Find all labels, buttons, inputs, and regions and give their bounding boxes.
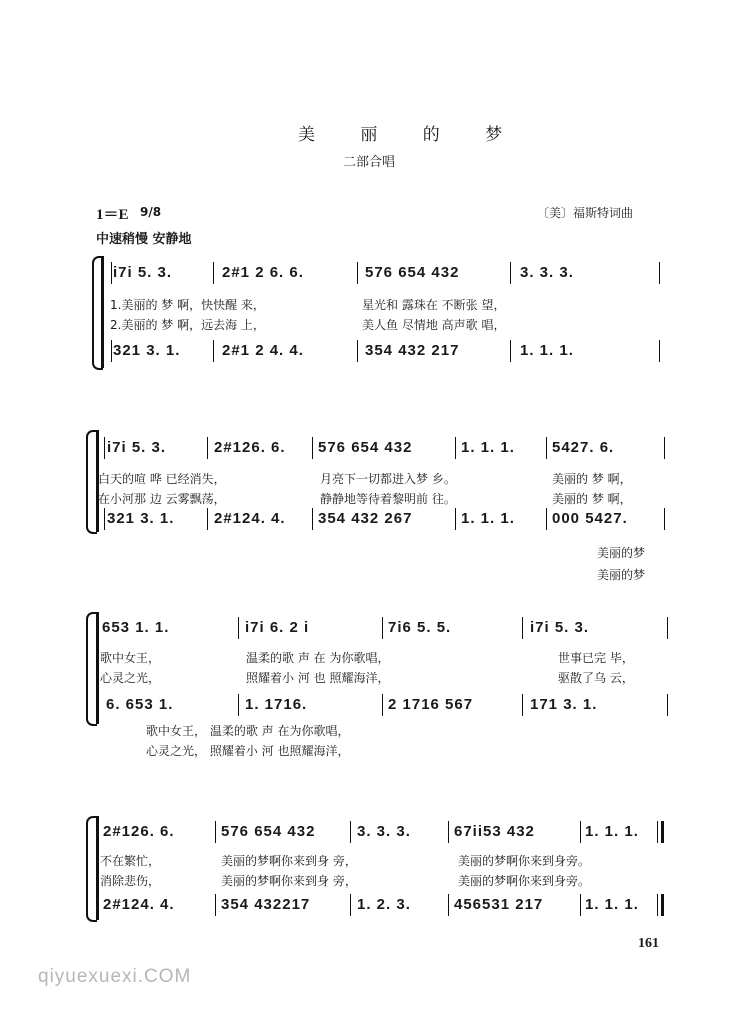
upper-measure: 576 654 432: [318, 439, 413, 456]
barline: [350, 821, 351, 843]
lyric-line: 消除悲伤，: [100, 874, 161, 888]
barline: [664, 437, 665, 459]
barline: [207, 437, 208, 459]
lower-measure: 2#124. 4.: [214, 510, 286, 527]
lower-measure: 354 432 217: [365, 342, 460, 359]
upper-measure: 1. 1. 1.: [585, 823, 639, 840]
barline: [350, 894, 351, 916]
upper-measure: i7i 5. 3.: [107, 439, 167, 456]
barline: [455, 508, 456, 530]
site-watermark: qiyuexuexi.COM: [38, 966, 192, 987]
barline: [213, 262, 214, 284]
barline: [215, 821, 216, 843]
lyric-line: 静静地等待着黎明前 往。: [320, 492, 456, 506]
barline: [455, 437, 456, 459]
barline: [659, 340, 660, 362]
upper-measure: 576 654 432: [365, 264, 460, 281]
upper-measure: i7i 5. 3.: [113, 264, 173, 281]
lyric-line: 美丽的梦啊你来到身旁。: [458, 874, 591, 888]
barline: [664, 508, 665, 530]
lyric-line: 白天的喧 哗 已经消失，: [98, 472, 226, 486]
upper-measure: 3. 3. 3.: [357, 823, 411, 840]
lower-measure: 171 3. 1.: [530, 696, 598, 713]
upper-measure: 2#1 2 6. 6.: [222, 264, 304, 281]
lower-measure: 456531 217: [454, 896, 544, 913]
song-title: 美 丽 的 梦: [298, 125, 523, 145]
upper-measure: 1. 1. 1.: [461, 439, 515, 456]
barline: [510, 262, 511, 284]
barline: [522, 694, 523, 716]
barline: [213, 340, 214, 362]
lyric-line: 美丽的梦啊你来到身旁。: [458, 854, 591, 868]
upper-measure: 5427. 6.: [552, 439, 615, 456]
lyric-line: 1.美丽的 梦 啊，快快醒 来，: [110, 298, 265, 312]
system-bracket-line: [96, 816, 99, 920]
final-barline-thin: [657, 821, 658, 843]
lyric-line: 美丽的梦: [597, 546, 646, 560]
lyric-line: 歌中女王，: [100, 651, 161, 665]
barline: [111, 262, 112, 284]
page-number: 161: [638, 936, 659, 951]
lower-measure: 321 3. 1.: [113, 342, 181, 359]
upper-measure: 653 1. 1.: [102, 619, 170, 636]
composer-credit: 〔美〕福斯特词曲: [537, 206, 634, 220]
barline: [238, 617, 239, 639]
key-signature: 1＝E: [96, 207, 129, 223]
final-barline-thick: [661, 821, 664, 843]
lower-measure: 2 1716 567: [388, 696, 474, 713]
lyric-line: 心灵之光， 照耀着小 河 也照耀海洋，: [146, 744, 350, 758]
system-bracket-line: [101, 256, 104, 368]
upper-measure: i7i 5. 3.: [530, 619, 590, 636]
lower-measure: 2#124. 4.: [103, 896, 175, 913]
barline: [238, 694, 239, 716]
barline: [522, 617, 523, 639]
barline: [667, 617, 668, 639]
lyric-line: 歌中女王， 温柔的歌 声 在为你歌唱，: [146, 724, 350, 738]
lyric-line: 美丽的梦啊你来到身 旁，: [221, 854, 357, 868]
barline: [448, 894, 449, 916]
barline: [357, 340, 358, 362]
lyric-line: 在小河那 边 云雾飘荡，: [98, 492, 226, 506]
lyric-line: 2.美丽的 梦 啊，远去海 上，: [110, 318, 265, 332]
lyric-line: 美丽的 梦 啊，: [552, 492, 632, 506]
barline: [580, 894, 581, 916]
barline: [207, 508, 208, 530]
lower-measure: 1. 1. 1.: [585, 896, 639, 913]
lower-measure: 000 5427.: [552, 510, 628, 527]
time-signature: 9/8: [140, 205, 162, 219]
barline: [448, 821, 449, 843]
lower-measure: 1. 1716.: [245, 696, 308, 713]
barline: [357, 262, 358, 284]
lyric-line: 美人鱼 尽情地 高声歌 唱，: [362, 318, 506, 332]
barline: [104, 437, 105, 459]
upper-measure: 2#126. 6.: [214, 439, 286, 456]
lower-measure: 1. 2. 3.: [357, 896, 411, 913]
barline: [312, 508, 313, 530]
lyric-line: 星光和 露珠在 不断张 望，: [362, 298, 506, 312]
upper-measure: 2#126. 6.: [103, 823, 175, 840]
barline: [215, 894, 216, 916]
barline: [382, 694, 383, 716]
barline: [546, 508, 547, 530]
lower-measure: 354 432 267: [318, 510, 413, 527]
barline: [104, 508, 105, 530]
lower-measure: 2#1 2 4. 4.: [222, 342, 304, 359]
lower-measure: 1. 1. 1.: [520, 342, 574, 359]
lyric-line: 月亮下一切都进入梦 乡。: [320, 472, 456, 486]
barline: [546, 437, 547, 459]
upper-measure: 3. 3. 3.: [520, 264, 574, 281]
subtitle: 二部合唱: [343, 155, 396, 170]
lower-measure: 321 3. 1.: [107, 510, 175, 527]
final-barline-thick: [661, 894, 664, 916]
lyric-line: 照耀着小 河 也 照耀海洋，: [246, 671, 390, 685]
lower-measure: 6. 653 1.: [106, 696, 174, 713]
lyric-line: 驱散了乌 云，: [558, 671, 634, 685]
lyric-line: 不在繁忙，: [100, 854, 161, 868]
upper-measure: 7i6 5. 5.: [388, 619, 452, 636]
barline: [510, 340, 511, 362]
barline: [580, 821, 581, 843]
lyric-line: 世事已完 毕，: [558, 651, 634, 665]
system-bracket-line: [96, 612, 99, 724]
lower-measure: 1. 1. 1.: [461, 510, 515, 527]
lower-measure: 354 432217: [221, 896, 311, 913]
upper-measure: i7i 6. 2 i: [245, 619, 310, 636]
tempo-marking: 中速稍慢 安静地: [96, 232, 192, 247]
lyric-line: 温柔的歌 声 在 为你歌唱，: [246, 651, 390, 665]
lyric-line: 美丽的梦: [597, 568, 646, 582]
lyric-line: 美丽的 梦 啊，: [552, 472, 632, 486]
barline: [111, 340, 112, 362]
upper-measure: 67ii53 432: [454, 823, 535, 840]
barline: [659, 262, 660, 284]
lyric-line: 心灵之光，: [100, 671, 161, 685]
upper-measure: 576 654 432: [221, 823, 316, 840]
final-barline-thin: [657, 894, 658, 916]
lyric-line: 美丽的梦啊你来到身 旁，: [221, 874, 357, 888]
barline: [312, 437, 313, 459]
barline: [382, 617, 383, 639]
barline: [667, 694, 668, 716]
